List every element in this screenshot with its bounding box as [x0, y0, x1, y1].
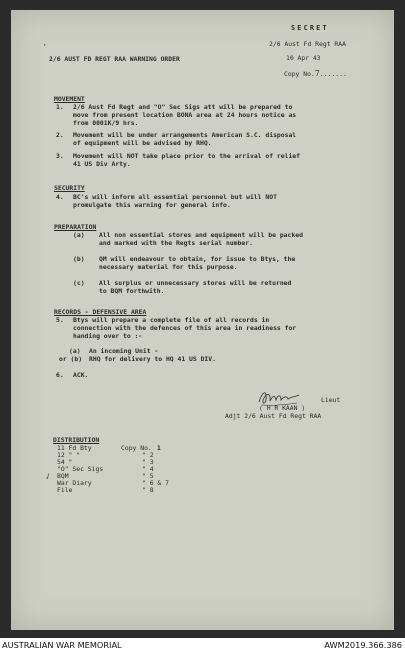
item-line: All non essential stores and equipment will be packed — [99, 231, 303, 239]
copy-label: Copy No. — [284, 70, 315, 78]
distribution-recipient: File — [57, 486, 73, 494]
distribution-copy: " 3 — [142, 458, 154, 466]
item-line: Movement will be under arrangements American S.C. disposal — [73, 131, 297, 139]
footer-institution: AUSTRALIAN WAR MEMORIAL — [2, 640, 122, 650]
margin-mark: · — [42, 41, 48, 51]
distribution-recipient: War Diary — [57, 479, 92, 487]
distribution-copy: " 6 & 7 — [142, 479, 169, 487]
distribution-recipient: "O" Sec Sigs — [57, 465, 104, 473]
copy-number-line — [284, 70, 347, 79]
distribution-copy: " 2 — [142, 451, 154, 459]
sub-item-line: An incoming Unit - — [89, 347, 159, 355]
item-number: (c) — [73, 279, 85, 287]
item-line: Movement will NOT take place prior to the arrival of relief — [73, 152, 301, 160]
item-line: handing over to :- — [73, 332, 143, 340]
item-line: necessary material for this purpose. — [99, 263, 238, 271]
signatory-appointment: Adjt 2/6 Aust Fd Regt RAA — [225, 412, 322, 420]
item-line: BC's will inform all essential personnel but will NOT — [73, 193, 277, 201]
sub-item-number: (a) — [69, 347, 81, 355]
section-heading-preparation: PREPARATION — [54, 223, 97, 231]
item-line: ACK. — [73, 371, 89, 379]
tick-mark: ✓ — [43, 471, 53, 483]
item-line: and marked with the Regts serial number. — [99, 239, 253, 247]
sub-item-line: RHQ for delivery to HQ 41 US DIV. — [89, 355, 216, 363]
item-line: Btys will prepare a complete file of all records in — [73, 316, 270, 324]
item-line: move from present location BONA area at 24 hours notice as — [73, 111, 297, 119]
item-line: QM will endeavour to obtain, for issue to Btys, the — [99, 255, 296, 263]
document-title: 2/6 AUST FD REGT RAA WARNING ORDER — [49, 55, 180, 63]
item-line: All surplus or unnecessary stores will be returned — [99, 279, 292, 287]
archive-footer — [0, 638, 405, 653]
distribution-recipient: BQM — [57, 472, 69, 480]
section-heading-movement: MOVEMENT — [54, 95, 85, 103]
sub-item-number: or (b) — [59, 355, 83, 363]
item-number: (a) — [73, 231, 85, 239]
signatory-rank: Lieut — [321, 396, 341, 404]
footer-accession-number: AWM2019.366.386 — [324, 640, 402, 650]
header-unit: 2/6 Aust Fd Regt RAA — [269, 40, 346, 48]
distribution-recipient: 12 " " — [57, 451, 81, 459]
distribution-recipient: 11 Fd Bty — [57, 444, 92, 452]
signatory-name: ( H R KAAN ) — [259, 404, 306, 412]
distribution-copy-header: Copy No. — [121, 444, 152, 452]
section-heading-security: SECURITY — [54, 184, 85, 192]
distribution-copy: " 8 — [142, 486, 154, 494]
item-line: connection with the defences of this area in readiness for — [73, 324, 297, 332]
item-line: promulgate this warning for general info. — [73, 201, 231, 209]
classification-marking: SECRET — [291, 24, 329, 32]
distribution-heading: DISTRIBUTION — [53, 436, 100, 444]
distribution-copy-1: 1 — [157, 444, 161, 452]
item-number: 5. — [56, 316, 64, 324]
item-line: 41 US Div Arty. — [73, 160, 131, 168]
document-page — [11, 10, 394, 630]
copy-suffix: ....... — [319, 70, 347, 78]
item-number: 4. — [56, 193, 64, 201]
item-line: of equipment will be advised by RHQ. — [73, 139, 212, 147]
item-number: 1. — [56, 103, 64, 111]
copy-number: 7 — [314, 69, 320, 78]
distribution-recipient: 54 " — [57, 458, 73, 466]
item-number: 6. — [56, 371, 64, 379]
distribution-copy: " 4 — [142, 465, 154, 473]
item-line: to BQM forthwith. — [99, 287, 165, 295]
distribution-copy: " 5 — [142, 472, 154, 480]
item-number: 3. — [56, 152, 64, 160]
item-number: (b) — [73, 255, 85, 263]
item-number: 2. — [56, 131, 64, 139]
item-line: from 0001K/9 hrs. — [73, 119, 139, 127]
item-line: 2/6 Aust Fd Regt and "O" Sec Sigs att will be prepared to — [73, 103, 293, 111]
header-date: 10 Apr 43 — [286, 54, 321, 62]
section-heading-records: RECORDS - DEFENSIVE AREA — [54, 308, 147, 316]
